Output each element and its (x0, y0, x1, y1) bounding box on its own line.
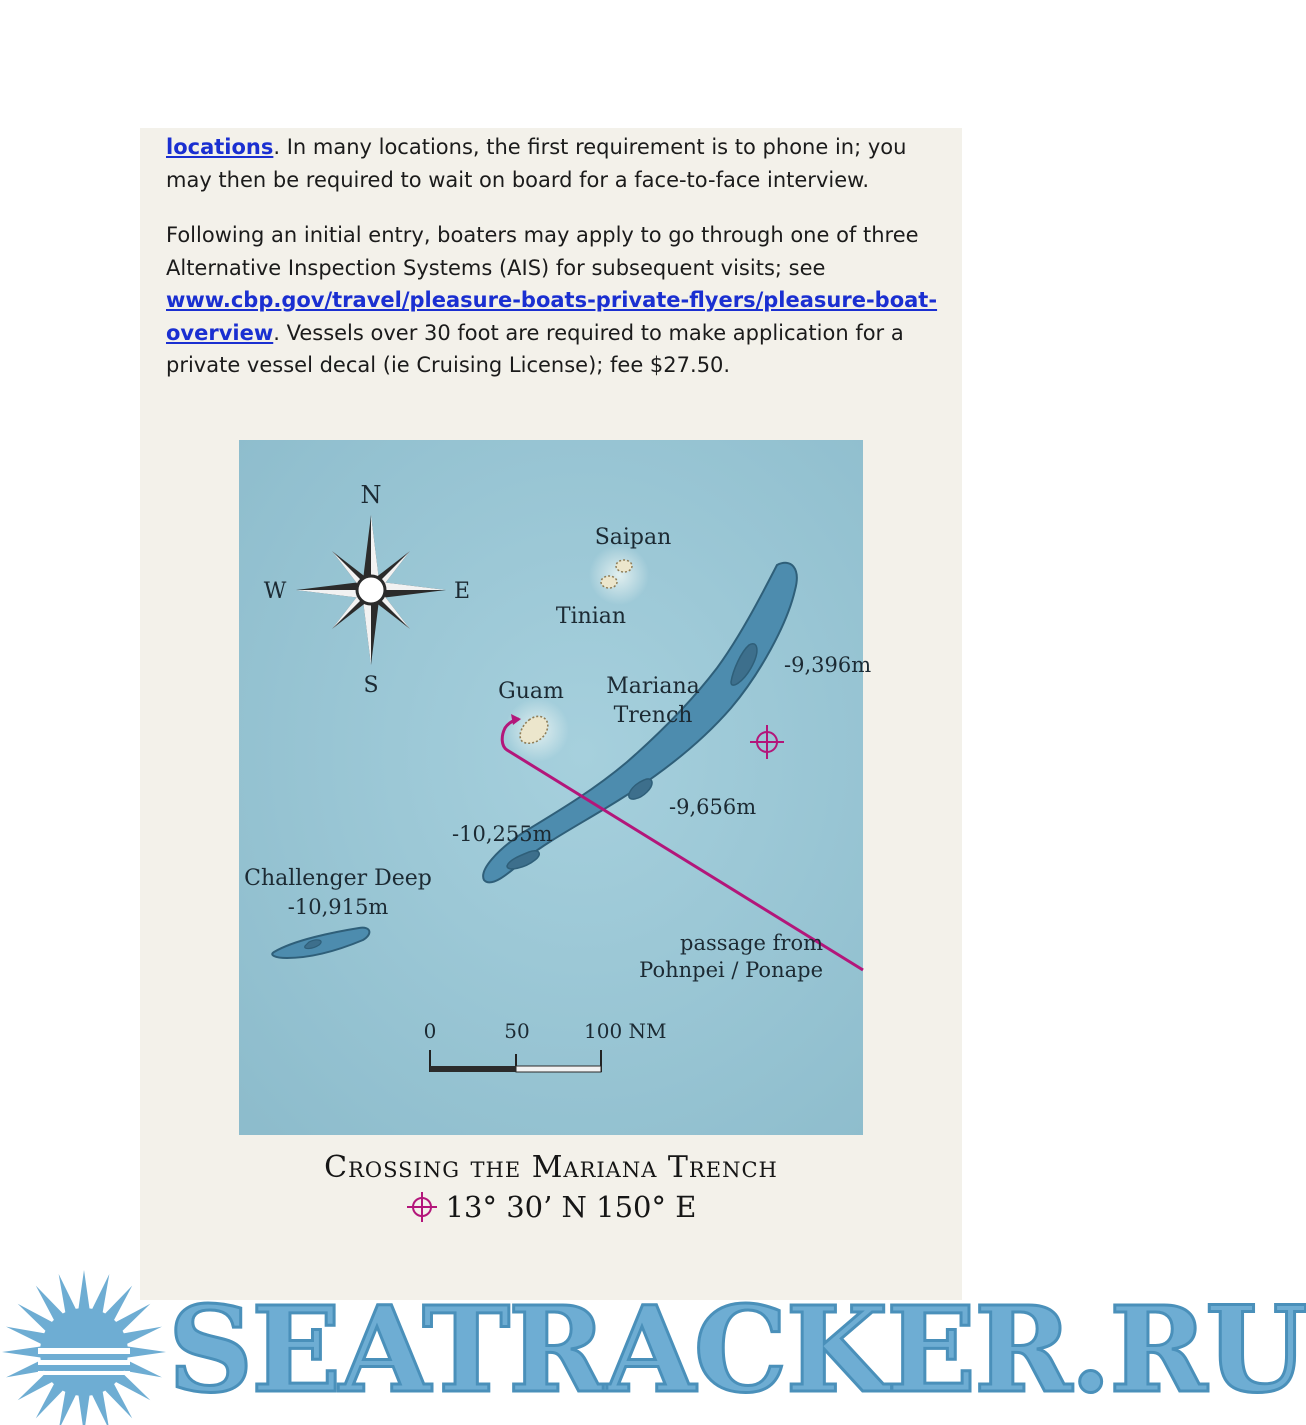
compass-west: W (263, 579, 287, 604)
locations-link[interactable]: locations (166, 135, 274, 159)
scale-100: 100 NM (584, 1019, 667, 1043)
label-passage-2: Pohnpei / Ponape (639, 958, 823, 982)
compass-east: E (453, 579, 471, 604)
scale-50: 50 (504, 1019, 530, 1043)
paragraph-entry-locations (166, 131, 946, 196)
mariana-map (239, 440, 872, 1135)
scale-0: 0 (423, 1019, 437, 1043)
depth-challenger: -10,915m (287, 895, 389, 919)
crosshair-icon (406, 1191, 438, 1223)
coords-text: 13° 30’ N 150° E (445, 1190, 697, 1224)
paragraph-ais (166, 219, 946, 382)
saipan-island (616, 560, 632, 572)
label-trench-2: Trench (613, 703, 693, 728)
depth-label-1: -9,396m (784, 653, 872, 677)
label-guam: Guam (498, 679, 564, 704)
paragraph-2-after: . Vessels over 30 foot are required to make application for a private vessel decal (ie Cruising License); fee $27.50. (166, 320, 904, 377)
map-caption-coords (140, 1190, 962, 1224)
depth-label-3: -10,255m (452, 822, 553, 846)
sea-background (239, 440, 863, 1135)
compass-north: N (360, 481, 382, 509)
tinian-island (601, 576, 617, 588)
label-trench-1: Mariana (606, 674, 700, 699)
label-passage-1: passage from (680, 931, 823, 955)
label-saipan: Saipan (594, 525, 672, 550)
depth-label-2: -9,656m (669, 795, 757, 819)
map-caption-title: Crossing the Mariana Trench (324, 1150, 778, 1185)
sun-logo-icon (2, 1270, 166, 1425)
compass-south: S (363, 673, 379, 698)
saipan-glow (589, 545, 649, 605)
brand-name: SEATRACKER.RU (168, 1280, 1306, 1419)
label-tinian: Tinian (555, 604, 627, 629)
paragraph-1-text: . In many locations, the first requirement is to phone in; you may then be required to wait on board for a face-to-face interview. (166, 135, 907, 192)
cbp-overview-link[interactable]: www.cbp.gov/travel/pleasure-boats-private-flyers/pleasure-boat-overview (166, 288, 938, 345)
label-challenger-deep: Challenger Deep (244, 866, 432, 891)
paragraph-2-before: Following an initial entry, boaters may apply to go through one of three Alternative Inspection Systems (AIS) for subsequent visits; see (166, 223, 919, 280)
